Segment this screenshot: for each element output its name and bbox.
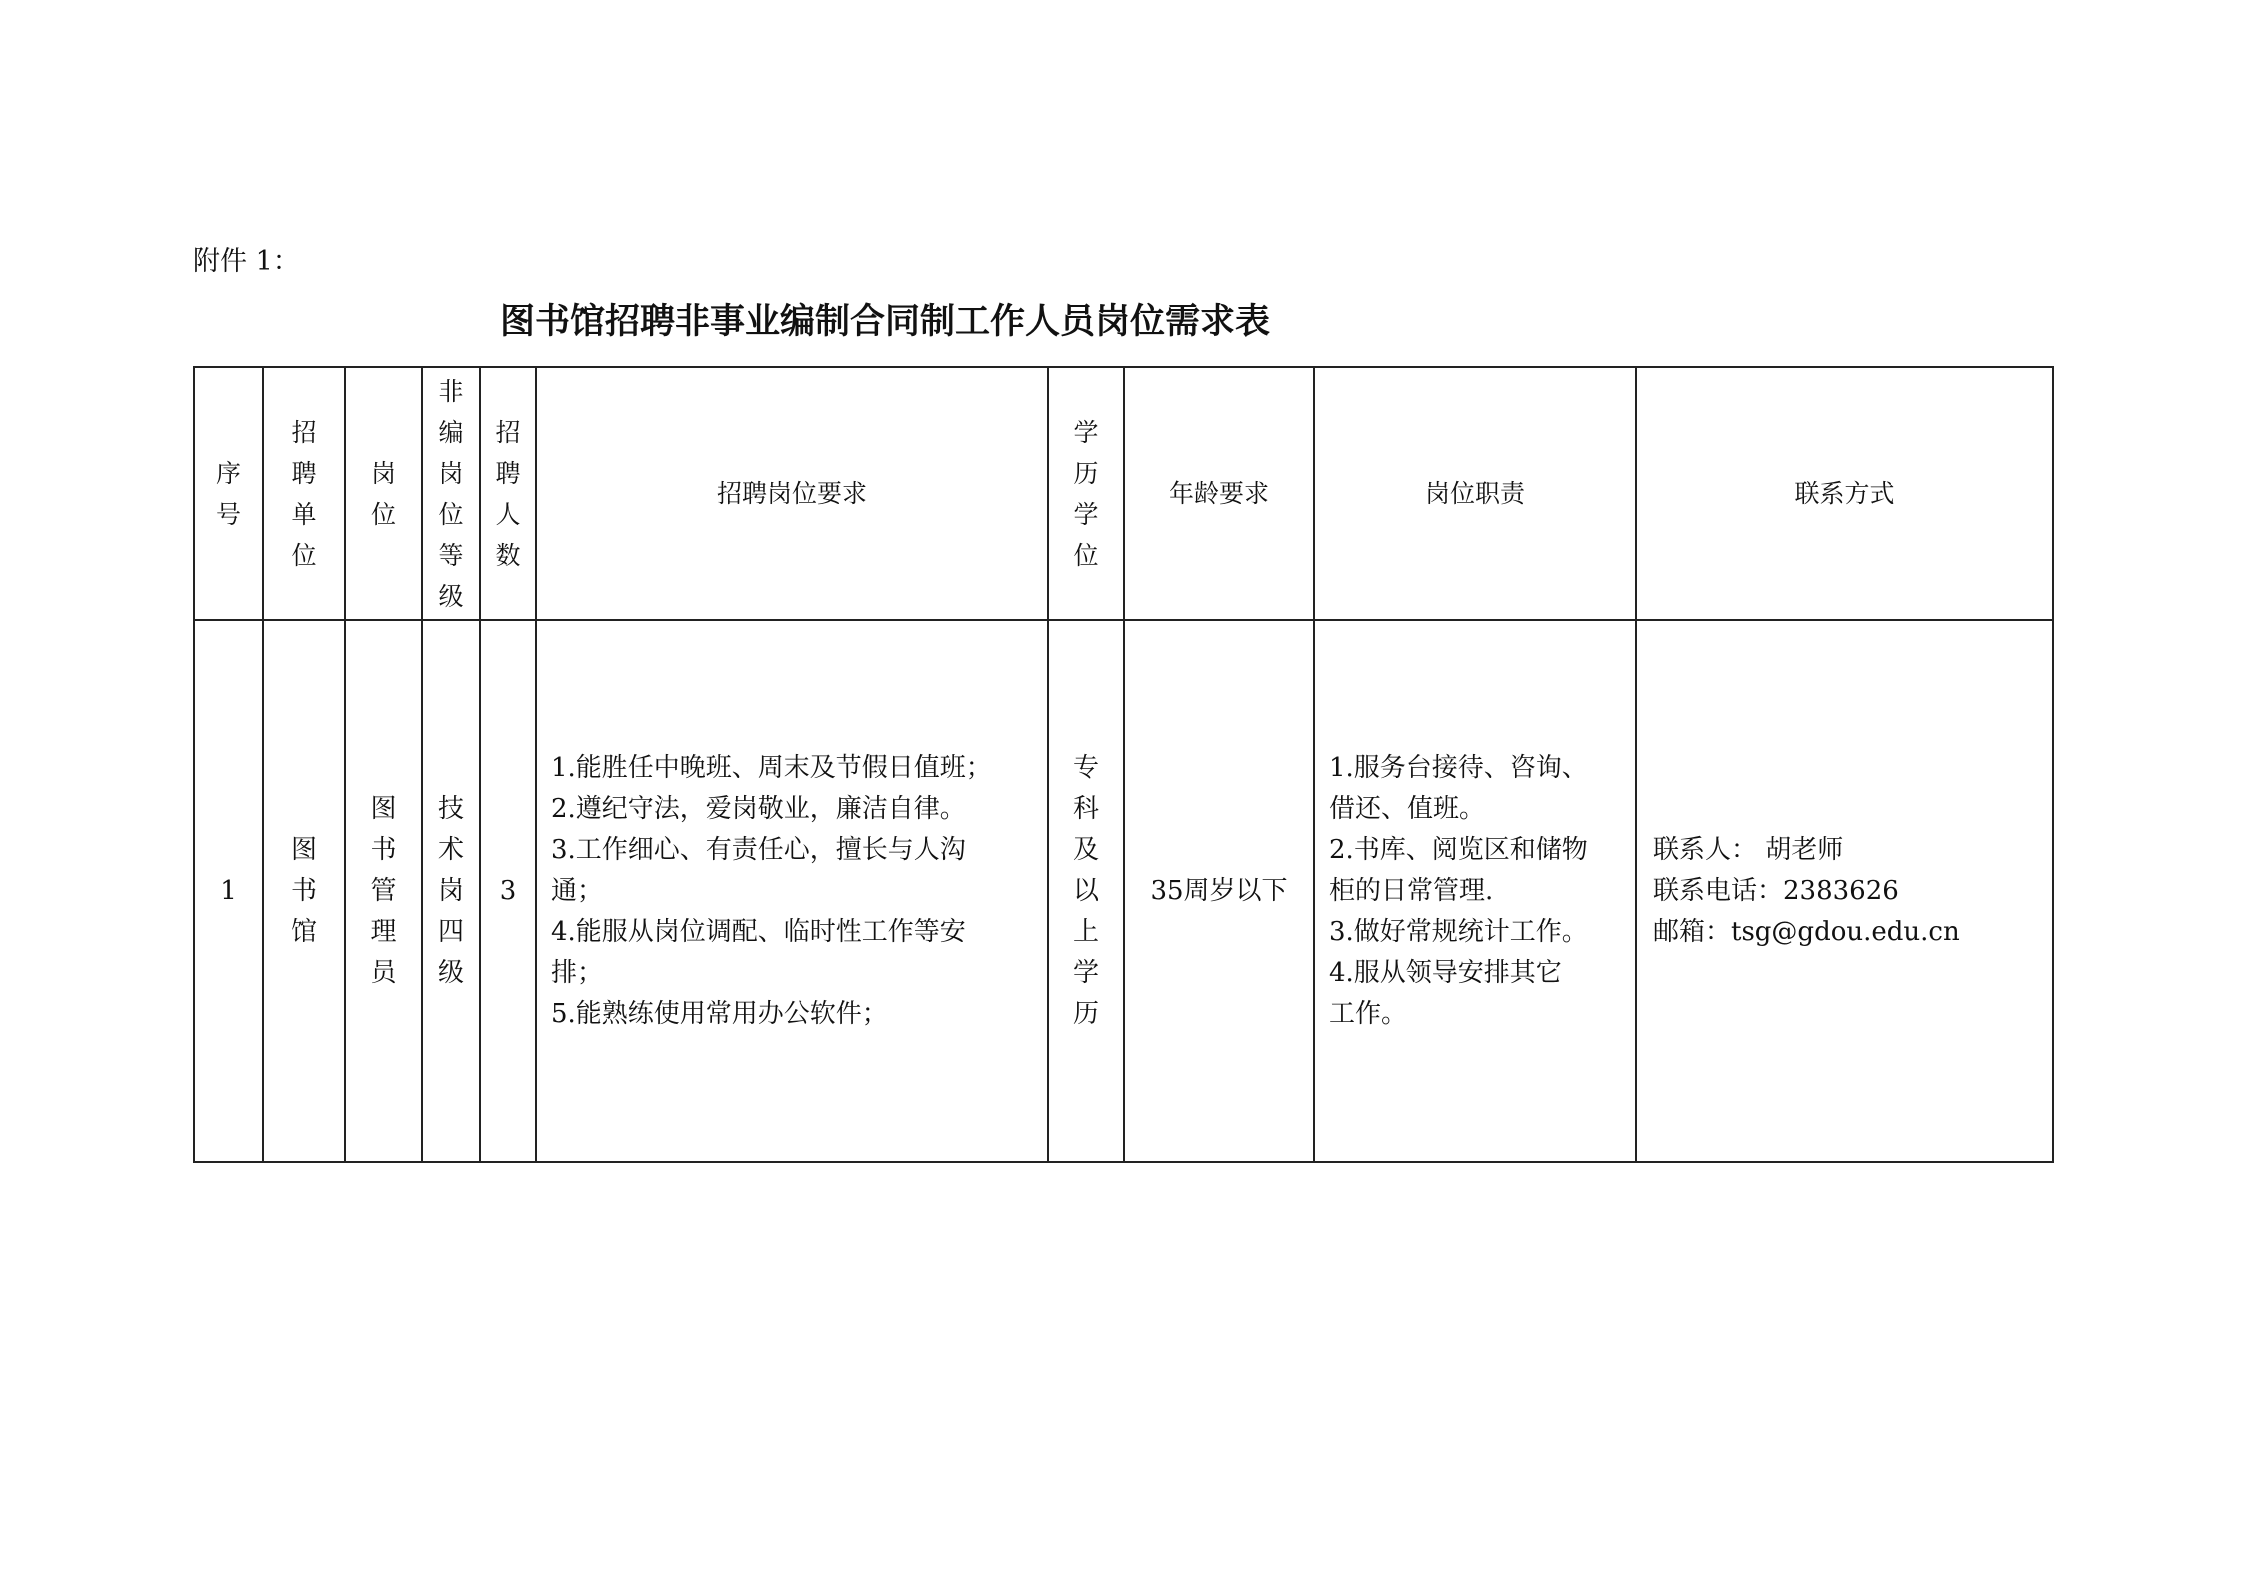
contact-phone: 联系电话：2383626 (1653, 875, 1899, 906)
duty-line: 3.做好常规统计工作。 (1329, 916, 1588, 947)
header-row (194, 367, 2053, 620)
header-education: 学历学位 (1048, 367, 1124, 620)
duty-line: 借还、值班。 (1329, 793, 1486, 824)
header-requirements: 招聘岗位要求 (536, 367, 1048, 620)
table-row (194, 620, 2053, 1162)
duty-line: 柜的日常管理. (1329, 875, 1494, 906)
duty-line: 4.服从领导安排其它 (1329, 957, 1562, 988)
contact-person: 联系人： 胡老师 (1653, 834, 1844, 865)
header-duties: 岗位职责 (1314, 367, 1636, 620)
header-count: 招聘人数 (480, 367, 536, 620)
header-age: 年龄要求 (1124, 367, 1314, 620)
duty-line: 2.书库、阅览区和储物 (1329, 834, 1588, 865)
duty-line: 1.服务台接待、咨询、 (1329, 752, 1588, 783)
requirement-line: 3.工作细心、有责任心，擅长与人沟 (551, 834, 966, 865)
header-seq: 序号 (194, 367, 263, 620)
recruitment-table (193, 366, 2054, 1163)
cell-seq: 1 (194, 620, 263, 1162)
cell-age: 35周岁以下 (1124, 620, 1314, 1162)
requirement-line: 4.能服从岗位调配、临时性工作等安 (551, 916, 966, 947)
cell-duties (1314, 620, 1636, 1162)
cell-requirements (536, 620, 1048, 1162)
header-contact: 联系方式 (1636, 367, 2053, 620)
header-post: 岗位 (345, 367, 422, 620)
requirement-line: 排； (551, 957, 604, 988)
cell-count: 3 (480, 620, 536, 1162)
cell-education: 专科及以上学历 (1048, 620, 1124, 1162)
cell-unit: 图书馆 (263, 620, 345, 1162)
attachment-label: 附件 1： (193, 246, 300, 277)
contact-email[interactable]: 邮箱：tsg@gdou.edu.cn (1653, 916, 1960, 947)
requirement-line: 2.遵纪守法，爱岗敬业，廉洁自律。 (551, 793, 966, 824)
header-unit: 招聘单位 (263, 367, 345, 620)
cell-post: 图书管理员 (345, 620, 422, 1162)
requirement-line: 5.能熟练使用常用办公软件； (551, 998, 888, 1029)
requirement-line: 通； (551, 875, 604, 906)
duty-line: 工作。 (1329, 998, 1408, 1029)
header-level: 非编岗位等级 (422, 367, 480, 620)
cell-contact (1636, 620, 2053, 1162)
page-title: 图书馆招聘非事业编制合同制工作人员岗位需求表 (500, 301, 1271, 342)
requirement-line: 1.能胜任中晚班、周末及节假日值班； (551, 752, 992, 783)
cell-level: 技术岗四级 (422, 620, 480, 1162)
